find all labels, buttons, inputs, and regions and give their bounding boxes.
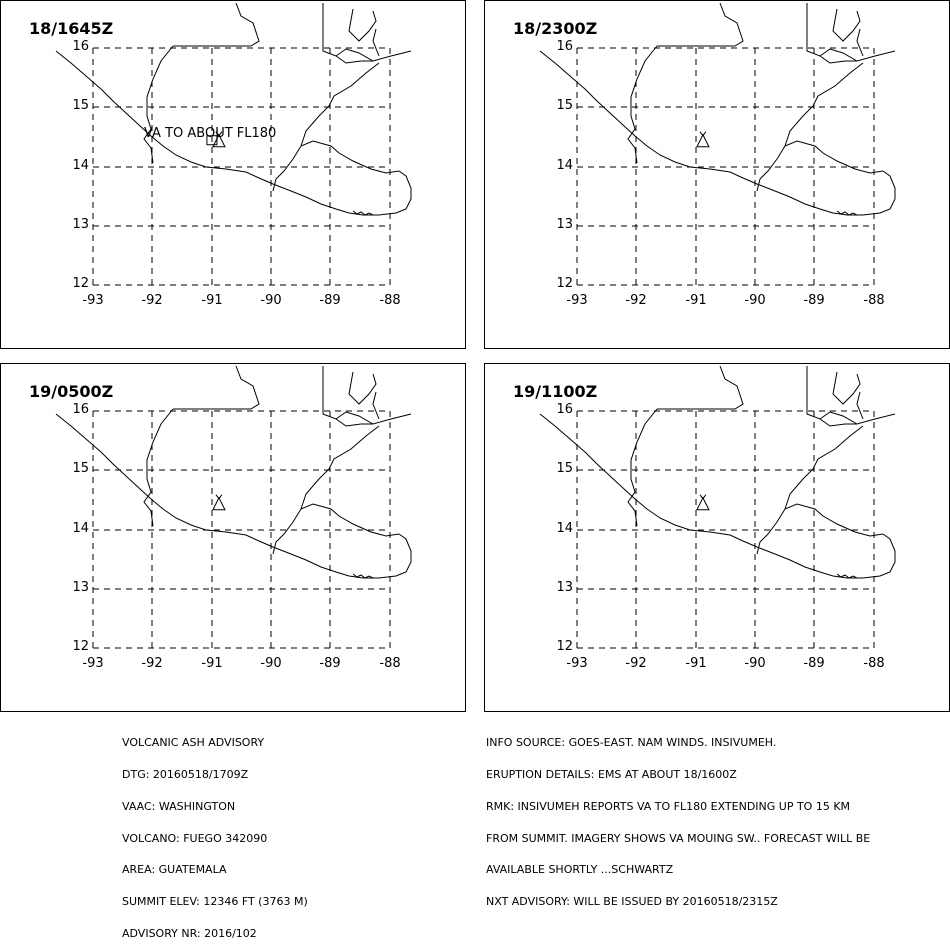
lon-tick-label: -92 — [625, 656, 647, 671]
lon-tick-label: -89 — [319, 656, 341, 671]
panel-title: 18/2300Z — [513, 19, 598, 38]
map-panel-1 — [0, 0, 466, 349]
lon-tick-label: -89 — [319, 293, 341, 308]
lon-tick-label: -93 — [566, 656, 588, 671]
lon-tick-label: -93 — [82, 656, 104, 671]
lat-tick-label: 14 — [72, 158, 89, 173]
lat-tick-label: 14 — [556, 158, 573, 173]
lat-tick-label: 12 — [556, 639, 573, 654]
lon-tick-label: -93 — [82, 293, 104, 308]
lat-tick-label: 16 — [72, 39, 89, 54]
panel-title: 18/1645Z — [29, 19, 114, 38]
triangle-volcano-icon — [697, 495, 709, 510]
lat-tick-label: 12 — [72, 639, 89, 654]
lon-tick-label: -88 — [863, 656, 885, 671]
lon-tick-label: -91 — [685, 293, 707, 308]
advisory-line: RMK: INSIVUMEH REPORTS VA TO FL180 EXTENDING UP TO 15 KM — [486, 799, 851, 813]
advisory-line: DTG: 20160518/1709Z — [122, 767, 249, 781]
lat-tick-label: 13 — [72, 580, 89, 595]
lon-tick-label: -89 — [803, 293, 825, 308]
lat-tick-label: 13 — [556, 217, 573, 232]
advisory-line: NXT ADVISORY: WILL BE ISSUED BY 20160518/2315Z — [486, 895, 778, 909]
advisory-line: ERUPTION DETAILS: EMS AT ABOUT 18/1600Z — [486, 767, 737, 781]
triangle-volcano-icon — [697, 132, 709, 147]
advisory-line: VAAC: WASHINGTON — [122, 799, 236, 813]
lat-tick-label: 16 — [556, 402, 573, 417]
lon-tick-label: -93 — [566, 293, 588, 308]
lat-tick-label: 12 — [556, 276, 573, 291]
lon-tick-label: -90 — [744, 293, 766, 308]
triangle-volcano-icon — [213, 495, 225, 510]
advisory-line: FROM SUMMIT. IMAGERY SHOWS VA MOUING SW.. FORECAST WILL BE — [486, 831, 871, 845]
advisory-text-right — [486, 717, 870, 918]
lon-tick-label: -89 — [803, 656, 825, 671]
lat-tick-label: 13 — [72, 217, 89, 232]
lat-tick-label: 12 — [72, 276, 89, 291]
lon-tick-label: -92 — [141, 656, 163, 671]
lon-tick-label: -91 — [685, 656, 707, 671]
lat-tick-label: 16 — [556, 39, 573, 54]
advisory-line: SUMMIT ELEV: 12346 FT (3763 M) — [122, 895, 308, 909]
lon-tick-label: -88 — [863, 293, 885, 308]
lat-tick-label: 15 — [72, 98, 89, 113]
advisory-line: VOLCANO: FUEGO 342090 — [122, 831, 268, 845]
lat-tick-label: 13 — [556, 580, 573, 595]
lon-tick-label: -90 — [744, 656, 766, 671]
lon-tick-label: -91 — [201, 293, 223, 308]
panel-title: 19/1100Z — [513, 382, 598, 401]
advisory-line: INFO SOURCE: GOES-EAST. NAM WINDS. INSIVUMEH. — [486, 736, 777, 750]
panel-title: 19/0500Z — [29, 382, 114, 401]
advisory-line: ADVISORY NR: 2016/102 — [122, 926, 257, 940]
lon-tick-label: -92 — [625, 293, 647, 308]
advisory-line: AREA: GUATEMALA — [122, 863, 227, 877]
advisory-line: VOLCANIC ASH ADVISORY — [122, 736, 265, 750]
lat-tick-label: 14 — [556, 521, 573, 536]
lat-tick-label: 15 — [556, 461, 573, 476]
advisory-line: AVAILABLE SHORTLY ...SCHWARTZ — [486, 863, 674, 877]
lat-tick-label: 15 — [72, 461, 89, 476]
lat-tick-label: 16 — [72, 402, 89, 417]
lon-tick-label: -91 — [201, 656, 223, 671]
advisory-text-left — [122, 717, 308, 950]
lon-tick-label: -92 — [141, 293, 163, 308]
map-panel-2 — [484, 0, 950, 349]
ash-annotation: VA TO ABOUT FL180 — [144, 126, 277, 141]
lon-tick-label: -88 — [379, 656, 401, 671]
lon-tick-label: -90 — [260, 656, 282, 671]
lat-tick-label: 15 — [556, 98, 573, 113]
map-panel-3 — [0, 363, 466, 712]
map-panel-4 — [484, 363, 950, 712]
lon-tick-label: -90 — [260, 293, 282, 308]
lon-tick-label: -88 — [379, 293, 401, 308]
lat-tick-label: 14 — [72, 521, 89, 536]
